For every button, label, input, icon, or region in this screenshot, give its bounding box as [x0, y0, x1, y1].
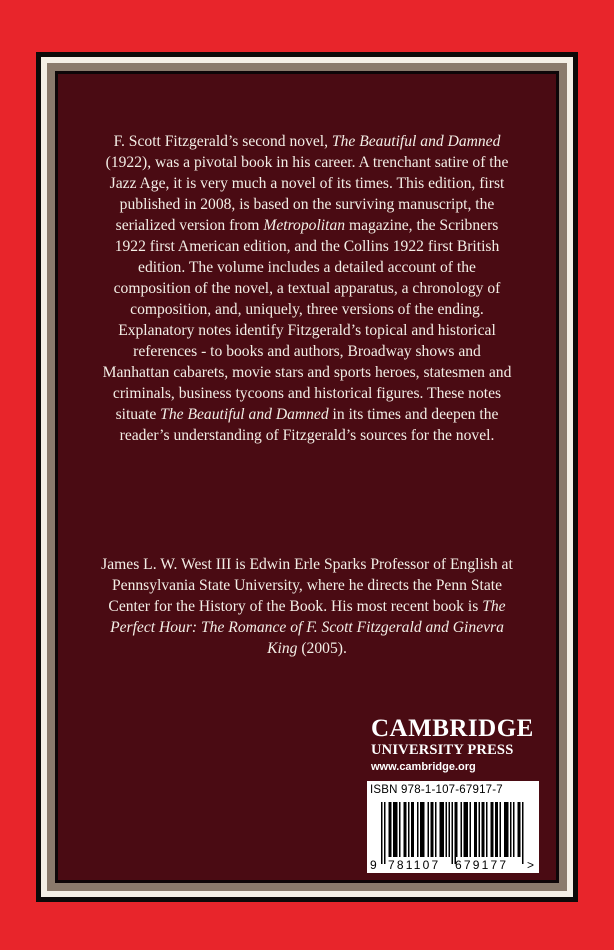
barcode-bar: [395, 802, 397, 857]
barcode-bar: [492, 802, 494, 857]
publisher-subname: UNIVERSITY PRESS: [371, 742, 514, 758]
barcode-bar: [486, 802, 488, 857]
barcode-bar: [479, 802, 481, 857]
publisher-url: www.cambridge.org: [371, 761, 476, 773]
barcode-bar: [483, 802, 485, 857]
barcode-bar: [443, 802, 445, 857]
barcode-bar: [420, 802, 422, 857]
barcode-arrow: >: [527, 858, 535, 872]
barcode-bar: [474, 802, 476, 857]
barcode-box: [367, 781, 539, 873]
barcode-bar: [390, 802, 392, 857]
magazine-title-italic: Metropolitan: [263, 217, 346, 234]
barcode-bar: [440, 802, 442, 857]
barcode-bar: [408, 802, 410, 857]
barcode-bar: [455, 802, 457, 864]
barcode-bar: [381, 802, 383, 864]
barcode-bar: [389, 802, 391, 857]
isbn-label: ISBN 978-1-107-67917-7: [370, 784, 503, 796]
barcode-bar: [404, 802, 406, 857]
barcode-bar: [399, 802, 401, 857]
book-title-italic: The Beautiful and Damned: [160, 406, 329, 423]
barcode-bar: [413, 802, 415, 857]
barcode-bar: [422, 802, 424, 857]
description-text: in its times and deepen the reader’s understanding of Fitzgerald’s sources for the novel.: [119, 406, 499, 444]
barcode-bar: [506, 802, 508, 857]
barcode-bars: [381, 802, 524, 864]
barcode-bar: [497, 802, 499, 857]
barcode-bar: [519, 802, 521, 857]
barcode-bar: [411, 802, 413, 857]
description-text: (1922), was a pivotal book in his career. A trenchant satire of the Jazz Age, it is very much a novel of its times. This edition, first published in 2008, is based on the surviving manuscript, the serialized version from: [105, 154, 509, 234]
barcode-bar: [491, 802, 493, 857]
barcode-first-digit: 9: [370, 858, 377, 872]
barcode-bar: [465, 802, 467, 857]
barcode-bar: [467, 802, 469, 857]
barcode-bar: [452, 802, 454, 864]
barcode-bar: [417, 802, 419, 857]
barcode-bar: [431, 802, 433, 857]
description-paragraph: [101, 131, 513, 446]
description-text: magazine, the Scribners 1922 first American edition, and the Collins 1922 first British edition. The volume includes a detailed account of the composition of the novel, a textual apparatus, a chronology of composition, and, uniquely, three versions of the ending. Explanatory notes identify Fitzgerald’s topical and historical references - to books and authors, Broadway shows and Manhattan cabarets, movie stars and sports heroes, statesmen and criminals, business tycoons and historical figures. These notes situate: [102, 217, 512, 423]
description-text: F. Scott Fitzgerald’s second novel,: [113, 133, 332, 150]
barcode-bar: [495, 802, 497, 857]
barcode-bar: [522, 802, 524, 864]
barcode-bar: [461, 802, 463, 857]
book-description: [101, 131, 513, 446]
barcode-bar: [476, 802, 478, 857]
barcode-bar: [405, 802, 407, 857]
barcode-bar: [423, 802, 425, 857]
barcode-bar: [510, 802, 512, 857]
barcode-bar: [449, 802, 451, 857]
barcode-bar: [513, 802, 515, 857]
barcode-bar: [432, 802, 434, 857]
publisher-logo: [371, 716, 539, 775]
barcode-bar: [507, 802, 509, 857]
barcode-bar: [384, 802, 386, 864]
barcode-bar: [393, 802, 395, 857]
barcode-bar: [464, 802, 466, 857]
barcode-bar: [435, 802, 437, 857]
barcode-bar: [441, 802, 443, 857]
barcode-bar: [396, 802, 398, 857]
book-title-italic: The Beautiful and Damned: [331, 133, 501, 150]
barcode-bar: [428, 802, 430, 857]
bio-paragraph: [94, 554, 520, 659]
barcode-bar: [500, 802, 502, 857]
barcode-bar: [456, 802, 458, 857]
barcode-bar: [518, 802, 520, 857]
bio-text: James L. W. West III is Edwin Erle Sparks Professor of English at Pennsylvania State University, where he directs the Penn State Center for the History of the Book. His most recent book is: [101, 556, 513, 615]
recent-book-title-italic: The Perfect Hour: The Romance of F. Scott Fitzgerald and Ginevra King: [110, 598, 506, 657]
author-bio: [94, 554, 520, 659]
bio-text: (2005).: [297, 640, 347, 657]
publisher-name: CAMBRIDGE: [371, 715, 534, 742]
barcode-digits-right: 679177: [455, 858, 509, 872]
barcode: [367, 781, 539, 873]
barcode-digits-left: 781107: [388, 858, 441, 872]
barcode-bar: [470, 802, 472, 857]
barcode-bar: [504, 802, 506, 857]
barcode-bar: [482, 802, 484, 857]
barcode-bar: [446, 802, 448, 857]
